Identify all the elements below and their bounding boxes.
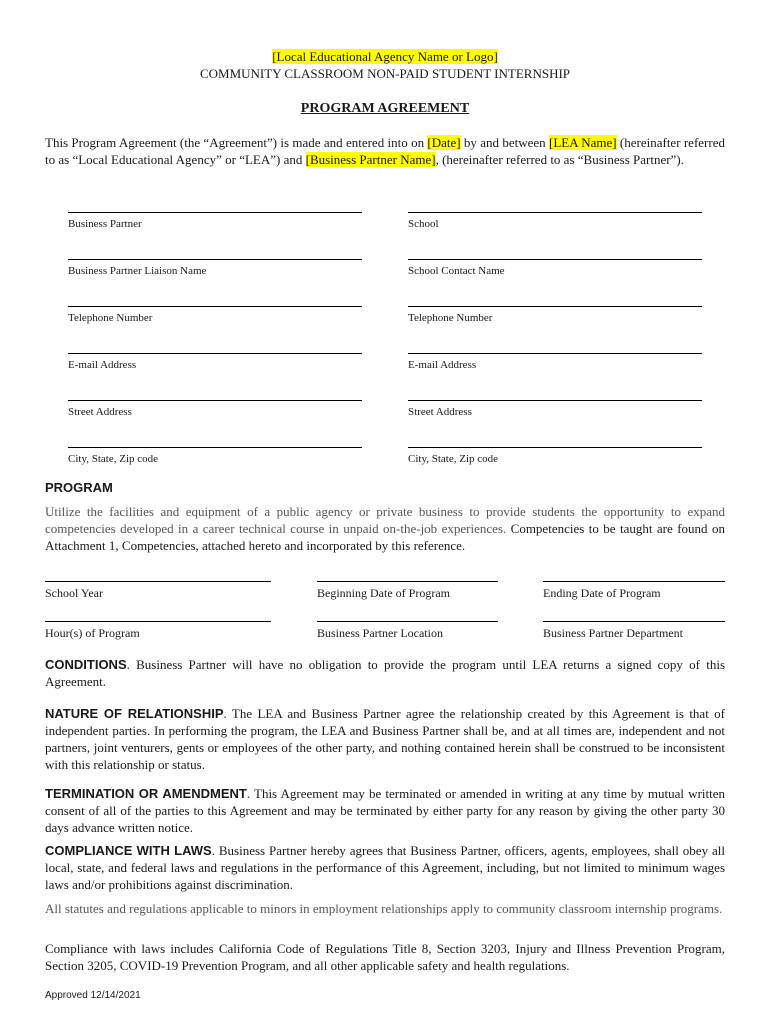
nature-section: NATURE OF RELATIONSHIP. The LEA and Business Partner agree the relationship created by this Agreement is that of independent parties. In performing the program, the LEA and Business Partner shall be, and at all times are, independent and not partners, joint venturers, gents or employees of the other party, and nothing contained herein shall be construed to be inconsistent with this relationship or status. [45, 706, 726, 772]
field-label: Telephone Number [68, 312, 153, 324]
signature-line[interactable] [68, 306, 362, 307]
conditions-heading: CONDITIONS [45, 657, 127, 672]
signature-line[interactable] [543, 581, 725, 582]
field-label: Business Partner Location [317, 626, 443, 640]
field-label: City, State, Zip code [408, 453, 499, 465]
page-title: PROGRAM AGREEMENT [300, 101, 470, 116]
field-label: School [408, 218, 439, 230]
conditions-section: CONDITIONS. Business Partner will have no obligation to provide the program until LEA returns a signed copy of this Agreement. [45, 657, 725, 689]
signature-line[interactable] [408, 447, 702, 448]
signature-line[interactable] [408, 212, 702, 213]
intro-paragraph: This Program Agreement (the “Agreement”) is made and entered into on [Date] by and between [LEA Name] (hereinafter referred to as “Local Educational Agency” or “LEA”) and [Business Partner Name], (hereinafter referred to as “Business Partner”). [45, 135, 725, 167]
agency-name-placeholder: [Local Educational Agency Name or Logo] [272, 49, 498, 64]
compliance-heading: COMPLIANCE WITH LAWS [45, 843, 212, 858]
signature-line[interactable] [68, 400, 362, 401]
field-label: Business Partner Department [543, 626, 683, 640]
termination-section: TERMINATION OR AMENDMENT. This Agreement may be terminated or amended in writing at any time by mutual written consent of all of the parties to this Agreement and may be terminated by either party for any reason by giving the other party 30 days advance written notice. [45, 786, 726, 835]
signature-line[interactable] [68, 353, 362, 354]
field-label: Street Address [408, 406, 472, 418]
field-label: Telephone Number [408, 312, 493, 324]
field-label: Business Partner [68, 218, 142, 230]
document-subtitle: COMMUNITY CLASSROOM NON-PAID STUDENT INTERNSHIP [199, 66, 571, 81]
signature-line[interactable] [408, 353, 702, 354]
compliance-laws-paragraph: Compliance with laws includes California Code of Regulations Title 8, Section 3203, Injury and Illness Prevention Program, Section 3205, COVID-19 Prevention Program, and all other applicable safety and health regulations. [45, 941, 725, 973]
field-label: E-mail Address [408, 359, 477, 371]
field-label: Beginning Date of Program [317, 586, 450, 600]
signature-line[interactable] [543, 621, 725, 622]
minors-paragraph: All statutes and regulations applicable to minors in employment relationships apply to community classroom internship programs. [45, 901, 723, 916]
termination-heading: TERMINATION OR AMENDMENT [45, 786, 247, 801]
signature-line[interactable] [408, 259, 702, 260]
signature-line[interactable] [317, 581, 498, 582]
approved-date: Approved 12/14/2021 [45, 990, 141, 1001]
program-paragraph: Utilize the facilities and equipment of a public agency or private business to provide students the opportunity to expand competencies developed in a career technical course in unpaid on-the-job experiences. Competencies to be taught are found on Attachment 1, Competencies, attached hereto and incorporated by this reference. [45, 504, 725, 553]
program-heading: PROGRAM [45, 480, 113, 495]
signature-line[interactable] [408, 306, 702, 307]
field-label: School Contact Name [408, 265, 505, 277]
signature-line[interactable] [45, 621, 271, 622]
field-label: Hour(s) of Program [45, 626, 140, 640]
field-label: Street Address [68, 406, 132, 418]
signature-line[interactable] [68, 259, 362, 260]
date-placeholder: [Date] [427, 135, 461, 150]
signature-line[interactable] [68, 212, 362, 213]
signature-line[interactable] [408, 400, 702, 401]
signature-line[interactable] [68, 447, 362, 448]
field-label: E-mail Address [68, 359, 137, 371]
field-label: Ending Date of Program [543, 586, 661, 600]
signature-line[interactable] [317, 621, 498, 622]
field-label: School Year [45, 586, 104, 600]
nature-heading: NATURE OF RELATIONSHIP [45, 706, 224, 721]
field-label: Business Partner Liaison Name [68, 265, 207, 277]
field-label: City, State, Zip code [68, 453, 159, 465]
compliance-section: COMPLIANCE WITH LAWS. Business Partner hereby agrees that Business Partner, officers, agents, employees, shall obey all local, state, and federal laws and regulations in the performance of this Agreement, including, but not limited to minimum wages laws and/or prohibitions against discrimination. [45, 843, 725, 892]
signature-line[interactable] [45, 581, 271, 582]
lea-name-placeholder: [LEA Name] [549, 135, 617, 150]
business-partner-placeholder: [Business Partner Name] [305, 152, 436, 167]
